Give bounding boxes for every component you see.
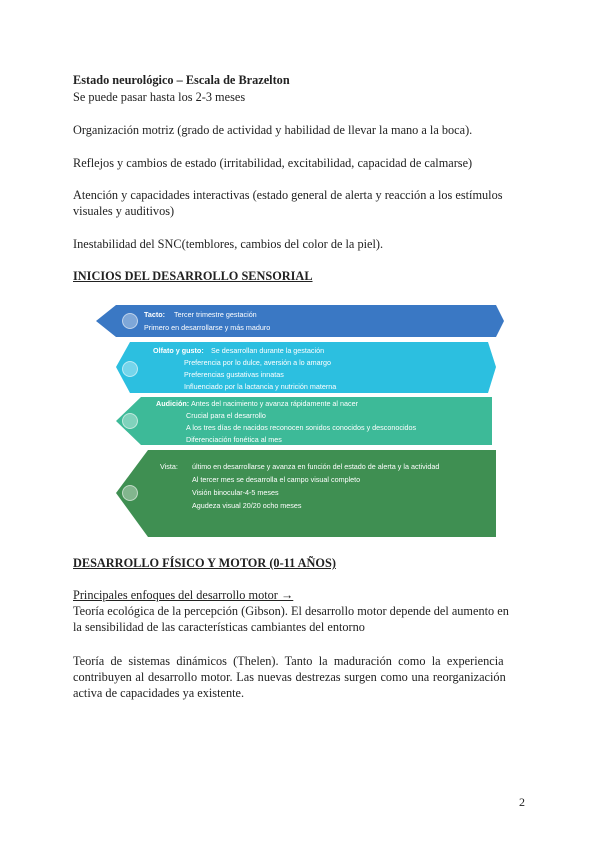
- thelen-line1: Teoría de sistemas dinámicos (Thelen). Tanto la maduración como la experiencia: [73, 654, 504, 668]
- paragraph-atencion-line2: visuales y auditivos): [73, 204, 175, 218]
- audicion-label: Audición:: [156, 399, 190, 408]
- band-olfato: [116, 342, 496, 393]
- tacto-bullet-icon: [123, 314, 138, 329]
- brazelton-title: Estado neurológico – Escala de Brazelton: [73, 73, 290, 87]
- paragraph-organizacion-motriz: Organización motriz (grado de actividad y habilidad de llevar la mano a la boca).: [73, 123, 473, 137]
- olfato-bullet-icon: [123, 362, 138, 377]
- vista-line3: Visión binocular-4-5 meses: [192, 488, 279, 497]
- vista-bullet-icon: [123, 486, 138, 501]
- olfato-line4: Influenciado por la lactancia y nutrición materna: [184, 382, 337, 391]
- sensory-development-diagram: [96, 305, 504, 537]
- vista-line2: Al tercer mes se desarrolla el campo visual completo: [192, 475, 361, 484]
- olfato-line3: Preferencias gustativas innatas: [184, 370, 284, 379]
- paragraph-inestabilidad: Inestabilidad del SNC(temblores, cambios del color de la piel).: [73, 237, 384, 251]
- audicion-line3: A los tres días de nacidos reconocen sonidos conocidos y desconocidos: [186, 423, 417, 432]
- tacto-line1: Tercer trimestre gestación: [174, 310, 257, 319]
- motor-subheading: Principales enfoques del desarrollo motor →: [73, 588, 294, 602]
- paragraph-atencion-line1: Atención y capacidades interactivas (estado general de alerta y reacción a los estímulos: [73, 188, 503, 202]
- tacto-label: Tacto:: [144, 310, 166, 319]
- tacto-line2: Primero en desarrollarse y más maduro: [144, 323, 271, 332]
- vista-line1: último en desarrollarse y avanza en función del estado de alerta y la actividad: [192, 462, 440, 471]
- band-tacto: [96, 305, 504, 337]
- vista-label: Vista:: [160, 462, 178, 471]
- thelen-line2: contribuyen al desarrollo motor. Las nuevas destrezas surgen como una reorganización: [73, 670, 506, 684]
- brazelton-subtitle: Se puede pasar hasta los 2-3 meses: [73, 90, 246, 104]
- thelen-line3: activa de capacidades ya existente.: [73, 686, 245, 700]
- band-vista: [116, 450, 496, 537]
- gibson-line1: Teoría ecológica de la percepción (Gibson). El desarrollo motor depende del aumento en: [73, 604, 509, 618]
- audicion-bullet-icon: [123, 414, 138, 429]
- paragraph-reflejos: Reflejos y cambios de estado (irritabilidad, excitabilidad, capacidad de calmarse): [73, 156, 473, 170]
- motor-heading: DESARROLLO FÍSICO Y MOTOR (0-11 AÑOS): [73, 556, 336, 570]
- olfato-line2: Preferencia por lo dulce, aversión a lo amargo: [184, 358, 332, 367]
- page-number: 2: [519, 795, 525, 809]
- audicion-line2: Crucial para el desarrollo: [186, 411, 266, 420]
- audicion-line1: Antes del nacimiento y avanza rápidamente al nacer: [191, 399, 359, 408]
- vista-line4: Agudeza visual 20/20 ocho meses: [192, 501, 302, 510]
- audicion-line4: Diferenciación fonética al mes: [186, 435, 282, 444]
- olfato-label: Olfato y gusto:: [153, 346, 204, 355]
- sensory-heading: INICIOS DEL DESARROLLO SENSORIAL: [73, 269, 313, 283]
- band-audicion: [116, 397, 492, 445]
- olfato-line1: Se desarrollan durante la gestación: [211, 346, 325, 355]
- gibson-line2: la sensibilidad de las características cambiantes del entorno: [73, 620, 365, 634]
